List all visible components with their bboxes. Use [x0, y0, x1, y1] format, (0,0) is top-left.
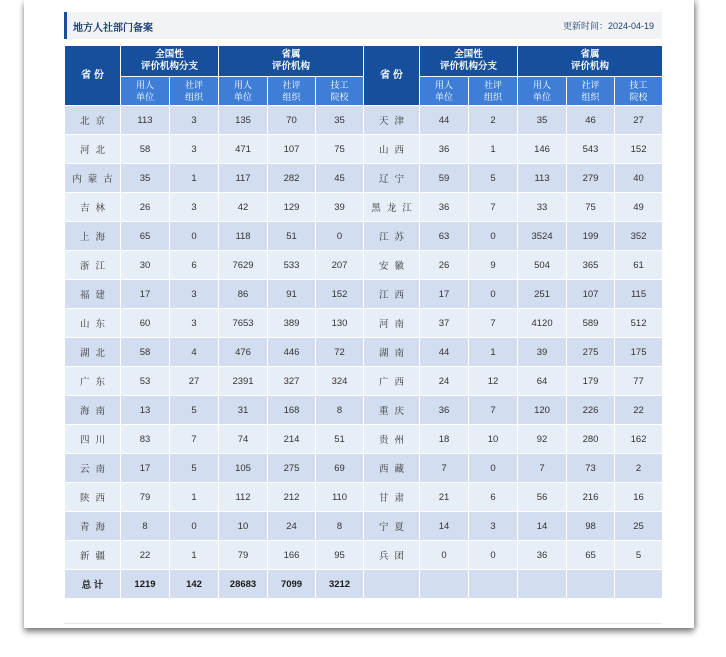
- count-cell: 14: [420, 512, 469, 541]
- count-cell: 44: [420, 338, 469, 367]
- count-cell: 3: [170, 280, 219, 309]
- count-cell: 63: [420, 222, 469, 251]
- province-name: 甘肃: [364, 483, 420, 512]
- provincial-label: 省属 评价机构: [571, 49, 610, 72]
- count-cell: 3524: [518, 222, 567, 251]
- provincial-header: [219, 46, 364, 77]
- province-name: 广西: [364, 367, 420, 396]
- count-cell: 44: [420, 106, 469, 135]
- table-row: [65, 309, 663, 338]
- count-cell: 471: [219, 135, 268, 164]
- province-name: 陕西: [65, 483, 121, 512]
- count-cell: 7: [518, 454, 567, 483]
- count-cell: 3: [170, 193, 219, 222]
- count-cell: 6: [469, 483, 518, 512]
- count-cell: 53: [121, 367, 170, 396]
- count-cell: 199: [567, 222, 615, 251]
- count-cell: 24: [420, 367, 469, 396]
- count-cell: 279: [567, 164, 615, 193]
- national-branch-header: [121, 46, 219, 77]
- count-cell: 324: [316, 367, 364, 396]
- provincial-header: [518, 46, 663, 77]
- count-cell: 73: [567, 454, 615, 483]
- count-cell: 118: [219, 222, 268, 251]
- count-cell: 35: [316, 106, 364, 135]
- count-cell: 46: [567, 106, 615, 135]
- count-cell: 352: [615, 222, 663, 251]
- count-cell: 36: [420, 135, 469, 164]
- count-cell: 36: [420, 396, 469, 425]
- sub-header: 社评 组织: [469, 77, 518, 106]
- empty-cell: [567, 570, 615, 599]
- count-cell: 59: [420, 164, 469, 193]
- sub-header: 社评 组织: [170, 77, 219, 106]
- count-cell: 65: [567, 541, 615, 570]
- province-name: 湖南: [364, 338, 420, 367]
- count-cell: 280: [567, 425, 615, 454]
- table-row: [65, 512, 663, 541]
- count-cell: 120: [518, 396, 567, 425]
- count-cell: 1: [469, 135, 518, 164]
- count-cell: 162: [615, 425, 663, 454]
- count-cell: 5: [469, 164, 518, 193]
- province-name: 宁夏: [364, 512, 420, 541]
- count-cell: 0: [420, 541, 469, 570]
- count-cell: 98: [567, 512, 615, 541]
- sub-header: 技工 院校: [316, 77, 364, 106]
- count-cell: 21: [420, 483, 469, 512]
- count-cell: 79: [121, 483, 170, 512]
- province-name: 湖北: [65, 338, 121, 367]
- count-cell: 9: [469, 251, 518, 280]
- table-row: [65, 164, 663, 193]
- count-cell: 7629: [219, 251, 268, 280]
- count-cell: 365: [567, 251, 615, 280]
- title-bar: [64, 12, 662, 39]
- province-header: 省 份: [364, 46, 420, 106]
- count-cell: 168: [268, 396, 316, 425]
- count-cell: 16: [615, 483, 663, 512]
- count-cell: 3: [469, 512, 518, 541]
- count-cell: 60: [121, 309, 170, 338]
- count-cell: 0: [469, 541, 518, 570]
- count-cell: 4120: [518, 309, 567, 338]
- count-cell: 3: [170, 135, 219, 164]
- empty-cell: [615, 570, 663, 599]
- count-cell: 45: [316, 164, 364, 193]
- count-cell: 2391: [219, 367, 268, 396]
- count-cell: 30: [121, 251, 170, 280]
- table-row: [65, 193, 663, 222]
- count-cell: 75: [567, 193, 615, 222]
- count-cell: 112: [219, 483, 268, 512]
- count-cell: 69: [316, 454, 364, 483]
- province-name: 贵州: [364, 425, 420, 454]
- count-cell: 92: [518, 425, 567, 454]
- count-cell: 22: [615, 396, 663, 425]
- count-cell: 533: [268, 251, 316, 280]
- table-row: [65, 541, 663, 570]
- count-cell: 75: [316, 135, 364, 164]
- count-cell: 7: [469, 193, 518, 222]
- count-cell: 275: [567, 338, 615, 367]
- count-cell: 5: [170, 396, 219, 425]
- page-title: 地方人社部门备案: [73, 23, 153, 34]
- provincial-label: 省属 评价机构: [272, 49, 311, 72]
- count-cell: 7: [170, 425, 219, 454]
- province-name: 广东: [65, 367, 121, 396]
- count-cell: 74: [219, 425, 268, 454]
- empty-cell: [420, 570, 469, 599]
- count-cell: 5: [170, 454, 219, 483]
- province-name: 内蒙古: [65, 164, 121, 193]
- count-cell: 282: [268, 164, 316, 193]
- count-cell: 589: [567, 309, 615, 338]
- province-name: 海南: [65, 396, 121, 425]
- count-cell: 36: [420, 193, 469, 222]
- province-name: 西藏: [364, 454, 420, 483]
- count-cell: 18: [420, 425, 469, 454]
- table-body: [65, 106, 663, 599]
- count-cell: 117: [219, 164, 268, 193]
- count-cell: 166: [268, 541, 316, 570]
- national-branch-label: 全国性 评价机构分支: [141, 49, 199, 72]
- count-cell: 152: [615, 135, 663, 164]
- count-cell: 58: [121, 338, 170, 367]
- count-cell: 39: [518, 338, 567, 367]
- count-cell: 4: [170, 338, 219, 367]
- total-cell: 3212: [316, 570, 364, 599]
- count-cell: 207: [316, 251, 364, 280]
- count-cell: 33: [518, 193, 567, 222]
- count-cell: 95: [316, 541, 364, 570]
- count-cell: 130: [316, 309, 364, 338]
- count-cell: 389: [268, 309, 316, 338]
- count-cell: 26: [121, 193, 170, 222]
- count-cell: 214: [268, 425, 316, 454]
- count-cell: 17: [121, 280, 170, 309]
- count-cell: 83: [121, 425, 170, 454]
- total-cell: 7099: [268, 570, 316, 599]
- national-branch-header: [420, 46, 518, 77]
- count-cell: 10: [469, 425, 518, 454]
- count-cell: 26: [420, 251, 469, 280]
- count-cell: 1: [170, 541, 219, 570]
- count-cell: 110: [316, 483, 364, 512]
- count-cell: 2: [469, 106, 518, 135]
- count-cell: 37: [420, 309, 469, 338]
- total-cell: 28683: [219, 570, 268, 599]
- count-cell: 49: [615, 193, 663, 222]
- count-cell: 56: [518, 483, 567, 512]
- national-branch-label: 全国性 评价机构分支: [440, 49, 498, 72]
- count-cell: 39: [316, 193, 364, 222]
- count-cell: 36: [518, 541, 567, 570]
- count-cell: 13: [121, 396, 170, 425]
- empty-cell: [364, 570, 420, 599]
- count-cell: 212: [268, 483, 316, 512]
- province-name: 福建: [65, 280, 121, 309]
- count-cell: 79: [219, 541, 268, 570]
- count-cell: 5: [615, 541, 663, 570]
- count-cell: 8: [316, 512, 364, 541]
- sub-header: 用人 单位: [420, 77, 469, 106]
- table-row: [65, 367, 663, 396]
- province-name: 辽宁: [364, 164, 420, 193]
- count-cell: 275: [268, 454, 316, 483]
- province-name: 江西: [364, 280, 420, 309]
- count-cell: 61: [615, 251, 663, 280]
- count-cell: 7: [469, 309, 518, 338]
- count-cell: 8: [121, 512, 170, 541]
- count-cell: 31: [219, 396, 268, 425]
- count-cell: 476: [219, 338, 268, 367]
- province-name: 黑龙江: [364, 193, 420, 222]
- count-cell: 8: [316, 396, 364, 425]
- count-cell: 1: [469, 338, 518, 367]
- province-name: 云南: [65, 454, 121, 483]
- count-cell: 226: [567, 396, 615, 425]
- sub-header: 用人 单位: [121, 77, 170, 106]
- province-name: 北京: [65, 106, 121, 135]
- count-cell: 35: [121, 164, 170, 193]
- count-cell: 113: [518, 164, 567, 193]
- count-cell: 91: [268, 280, 316, 309]
- count-cell: 70: [268, 106, 316, 135]
- table-row: [65, 396, 663, 425]
- count-cell: 0: [469, 454, 518, 483]
- count-cell: 0: [316, 222, 364, 251]
- sub-header: 社评 组织: [567, 77, 615, 106]
- province-name: 上海: [65, 222, 121, 251]
- table-row: [65, 135, 663, 164]
- count-cell: 152: [316, 280, 364, 309]
- sub-header: 用人 单位: [219, 77, 268, 106]
- count-cell: 1: [170, 483, 219, 512]
- empty-cell: [469, 570, 518, 599]
- count-cell: 7: [469, 396, 518, 425]
- sub-header: 技工 院校: [615, 77, 663, 106]
- update-time: 更新时间：2024-04-19: [562, 21, 654, 31]
- count-cell: 65: [121, 222, 170, 251]
- table-row: [65, 338, 663, 367]
- province-name: 四川: [65, 425, 121, 454]
- count-cell: 0: [170, 222, 219, 251]
- province-name: 青海: [65, 512, 121, 541]
- province-name: 安徽: [364, 251, 420, 280]
- total-cell: 1219: [121, 570, 170, 599]
- count-cell: 77: [615, 367, 663, 396]
- count-cell: 3: [170, 309, 219, 338]
- count-cell: 179: [567, 367, 615, 396]
- count-cell: 64: [518, 367, 567, 396]
- count-cell: 22: [121, 541, 170, 570]
- count-cell: 327: [268, 367, 316, 396]
- count-cell: 27: [615, 106, 663, 135]
- count-cell: 543: [567, 135, 615, 164]
- count-cell: 12: [469, 367, 518, 396]
- count-cell: 2: [615, 454, 663, 483]
- count-cell: 35: [518, 106, 567, 135]
- sub-header: 社评 组织: [268, 77, 316, 106]
- count-cell: 251: [518, 280, 567, 309]
- count-cell: 105: [219, 454, 268, 483]
- table-row: [65, 483, 663, 512]
- count-cell: 86: [219, 280, 268, 309]
- table-row: [65, 280, 663, 309]
- count-cell: 129: [268, 193, 316, 222]
- count-cell: 216: [567, 483, 615, 512]
- table-row: [65, 251, 663, 280]
- count-cell: 6: [170, 251, 219, 280]
- count-cell: 17: [420, 280, 469, 309]
- count-cell: 135: [219, 106, 268, 135]
- count-cell: 17: [121, 454, 170, 483]
- province-name: 兵团: [364, 541, 420, 570]
- province-header: 省 份: [65, 46, 121, 106]
- count-cell: 446: [268, 338, 316, 367]
- count-cell: 504: [518, 251, 567, 280]
- count-cell: 146: [518, 135, 567, 164]
- count-cell: 113: [121, 106, 170, 135]
- empty-cell: [518, 570, 567, 599]
- province-name: 山东: [65, 309, 121, 338]
- count-cell: 3: [170, 106, 219, 135]
- count-cell: 58: [121, 135, 170, 164]
- table-row: [65, 222, 663, 251]
- count-cell: 1: [170, 164, 219, 193]
- count-cell: 72: [316, 338, 364, 367]
- count-cell: 0: [469, 280, 518, 309]
- table-row: [65, 425, 663, 454]
- province-name: 河北: [65, 135, 121, 164]
- province-name: 新疆: [65, 541, 121, 570]
- province-name: 重庆: [364, 396, 420, 425]
- count-cell: 10: [219, 512, 268, 541]
- province-name: 河南: [364, 309, 420, 338]
- total-label: 总 计: [65, 570, 121, 599]
- table-row: [65, 106, 663, 135]
- count-cell: 512: [615, 309, 663, 338]
- count-cell: 42: [219, 193, 268, 222]
- sub-header: 用人 单位: [518, 77, 567, 106]
- count-cell: 14: [518, 512, 567, 541]
- province-name: 山西: [364, 135, 420, 164]
- province-name: 天津: [364, 106, 420, 135]
- total-row: [65, 570, 663, 599]
- count-cell: 51: [268, 222, 316, 251]
- count-cell: 24: [268, 512, 316, 541]
- total-cell: 142: [170, 570, 219, 599]
- province-name: 吉林: [65, 193, 121, 222]
- count-cell: 175: [615, 338, 663, 367]
- registration-table: [64, 45, 663, 599]
- count-cell: 0: [469, 222, 518, 251]
- footer-divider: [64, 623, 662, 624]
- count-cell: 107: [567, 280, 615, 309]
- count-cell: 51: [316, 425, 364, 454]
- count-cell: 25: [615, 512, 663, 541]
- province-name: 浙江: [65, 251, 121, 280]
- count-cell: 0: [170, 512, 219, 541]
- count-cell: 107: [268, 135, 316, 164]
- count-cell: 115: [615, 280, 663, 309]
- province-name: 江苏: [364, 222, 420, 251]
- count-cell: 7653: [219, 309, 268, 338]
- table-row: [65, 454, 663, 483]
- count-cell: 40: [615, 164, 663, 193]
- count-cell: 27: [170, 367, 219, 396]
- count-cell: 7: [420, 454, 469, 483]
